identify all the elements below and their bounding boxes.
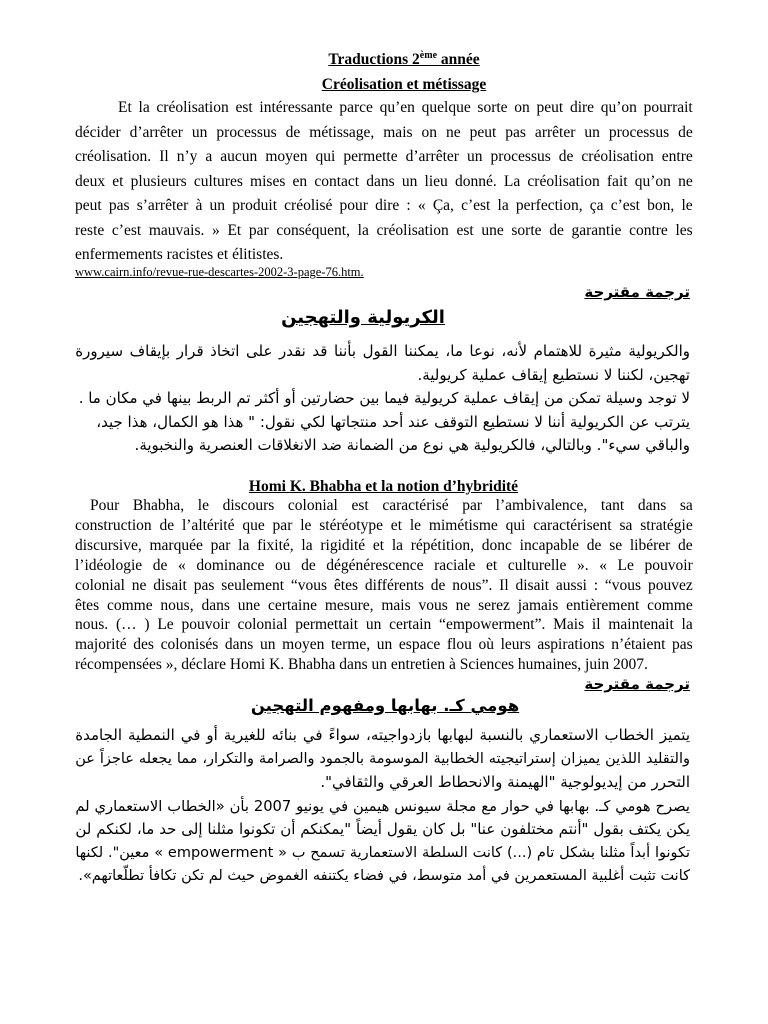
text-line: تكونوا أبداً مثلنا بشكل تام (...) كانت السلطة الاستعمارية تسمح ب « empowerment » معين". لكنها <box>75 844 690 861</box>
course-heading <box>100 50 708 70</box>
text-line: créolisation. Il n’y a aucun moyen qui permette d’arrêter un processus de créolisation entre <box>75 148 693 165</box>
text-line: enfermements racistes et élitistes. <box>75 246 284 263</box>
suggested-translation-label: ترجمة مقترحة <box>584 283 690 301</box>
suggested-translation-label: ترجمة مقترحة <box>584 675 690 693</box>
translation-title-creolisation: الكريولية والتهجين <box>281 307 445 328</box>
translation-title-bhabha: هومي كـ. بهابها ومفهوم التهجين <box>250 696 520 715</box>
text-line: nous. (… ) Le pouvoir colonial permettait un certain “empowerment”. Mais il maintenait la <box>75 616 693 634</box>
bhabha-paragraph <box>75 496 693 675</box>
text-line: والكريولية مثيرة للاهتمام لأنه، نوعا ما، يمكننا القول بأننا قد نقدر على اتخاذ قرار بإيقاف سيرورة <box>75 342 690 360</box>
text-line: يصرح هومي كـ. بهابها في حوار مع مجلة سيونس هيمين في يونيو 2007 بأن «الخطاب الاستعماري لم <box>75 797 690 815</box>
text-line: récompensées », déclare Homi K. Bhabha dans un entretien à Sciences humaines, juin 2007. <box>75 656 648 674</box>
course-heading-ordinal: ème <box>419 50 438 61</box>
text-line: والباقي سيء". وبالتالي، فالكريولية هي نوع من الضمانة ضد الانغلاقات العنصرية والنخبوية. <box>134 436 690 454</box>
text-line: êtes comme nous, dans une certaine mesure, mais vous ne serez jamais entièrement comme <box>75 596 693 614</box>
text-line: Pour Bhabha, le discours colonial est caractérisé par l’ambivalence, tant dans sa <box>90 497 693 514</box>
text-line: l’idéologie de « dominance ou de dégénérescence raciale et culturelle ». « Le pouvoir <box>75 556 693 574</box>
bhabha-translation-paragraph <box>75 724 690 889</box>
text-line: reste c’est mauvais. » Et par conséquent, la créolisation est une sorte de garantie contre les <box>75 221 693 239</box>
source-link[interactable]: www.cairn.info/revue-rue-descartes-2002-3-page-76.htm. <box>75 265 364 279</box>
creolisation-translation-paragraph <box>75 340 690 458</box>
text-line: كانت تثبت أغلبية المستعمرين في أمد متوسط، في فضاء يكتنفه الغموض حيث لم تكن تكافأ تطلّعاتهم». <box>78 868 690 884</box>
section-title-creolisation: Créolisation et métissage <box>321 76 487 93</box>
text-line: Et la créolisation est intéressante parce qu’en quelque sorte on peut dire qu’on pourrait <box>118 99 693 116</box>
text-line: تهجين، لكننا لا نستطيع إيقاف عملية كريولية. <box>417 365 690 384</box>
text-line: والتقليد اللذين يميزان إستراتيجيته الخطابية الموسومة بالجمود والصرامة والتكرار، مما يجعله عاجزاً عن <box>75 750 690 767</box>
course-heading-text: Traductions 2 <box>328 51 420 68</box>
text-line: colonial ne disait pas seulement “vous êtes différents de nous”. Il disait aussi : “vous pouvez <box>75 576 693 594</box>
text-line: peut pas s’arrêter à un produit créolisé pour dire : « Ça, c’est la perfection, ça c’est bon, le <box>75 197 693 214</box>
text-line: يكن يكتف بقول "أنتم مختلفون عنا" بل كان يقول أيضاً "يمكنكم أن تكونوا مثلنا إلى حد ما، لكنكم لن <box>75 820 690 838</box>
text-line: يترتب عن الكريولية أننا لا نستطيع التوقف عند أحد منتجاتها لكي نقول: " هذا هو الكمال، هذا جيد، <box>96 412 690 431</box>
course-heading-year: année <box>440 51 480 68</box>
text-line: يتميز الخطاب الاستعماري بالنسبة لبهابها بازدواجيته، سواءً في بنائه للغيرية أو في النمطية الجامدة <box>75 726 690 744</box>
text-line: deux et plusieurs cultures mises en contact dans un lieu donné. La créolisation fait qu’on ne <box>75 172 693 190</box>
text-line: لا توجد وسيلة تمكن من إيقاف عملية كريولية فيما بين حضارتين أو أكثر تم الربط بينها في مكان ما . <box>78 389 690 407</box>
text-line: décider d’arrêter un processus de métissage, mais on ne peut pas arrêter un processus de <box>75 123 693 141</box>
text-line: construction de l’altérité que par le stéréotype et le mimétisme qui caractérisent sa stratégie <box>75 516 693 534</box>
text-line: discursive, marquée par la fixité, la rigidité et la répétition, donc incapable de se libérer de <box>75 536 693 554</box>
section-title-bhabha: Homi K. Bhabha et la notion d’hybridité <box>248 478 519 495</box>
text-line: التحرر من إيديولوجية "الهيمنة والانحطاط العرقي والثقافي". <box>320 773 690 791</box>
creolisation-paragraph <box>75 96 693 268</box>
text-line: majorité des colonisés dans un moyen terme, un espace flou où leurs aspirations n’étaient pas <box>75 636 693 654</box>
